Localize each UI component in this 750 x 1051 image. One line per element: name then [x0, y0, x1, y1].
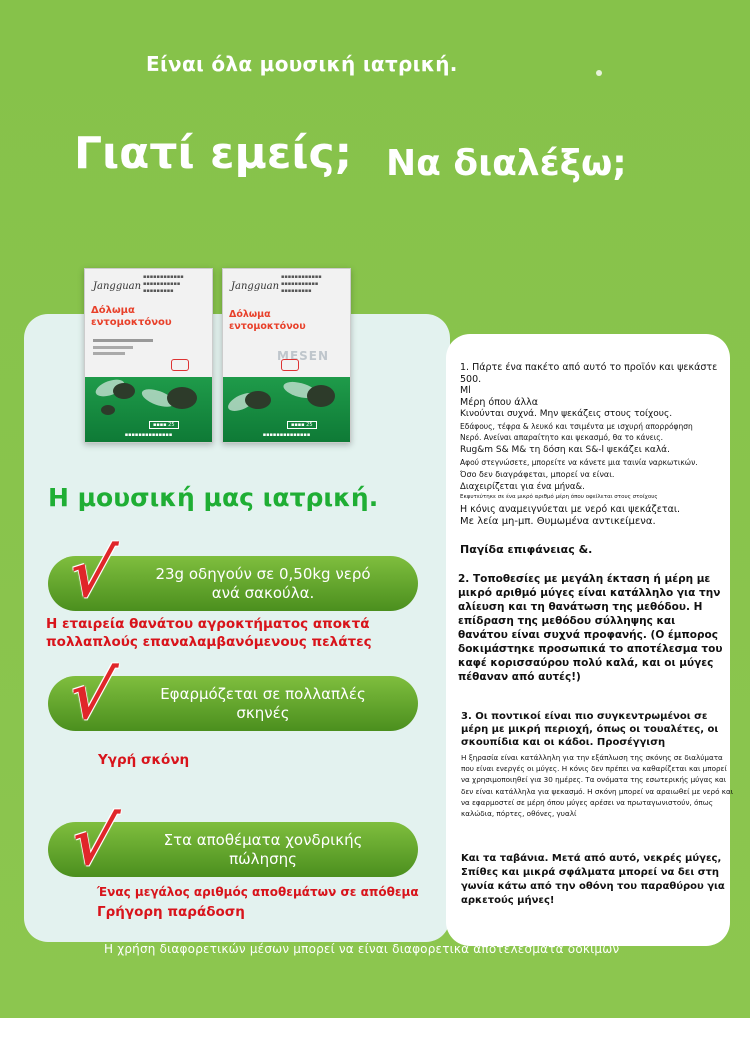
instruction-line: Νερό. Ανείναι απαραίτητο και ψεκασμό, θα το κάνεις.: [460, 433, 664, 442]
product-package-front: [84, 268, 213, 443]
brand-logo: Jangguan: [93, 281, 142, 292]
brand-logo: Jangguan: [231, 281, 280, 292]
instruction-line: Rug&m S& M& τη δόση και S&-l ψεκάζει καλά.: [460, 445, 670, 455]
checkmark-icon: √: [63, 534, 121, 612]
package-weight-label: ▪▪▪▪ 25: [287, 421, 317, 429]
package-fine-print: ▪▪▪▪▪▪▪▪▪▪▪▪ ▪▪▪▪▪▪▪▪▪▪▪ ▪▪▪▪▪▪▪▪▪: [281, 274, 322, 294]
feature-label: Εφαρμόζεται σε πολλαπλές σκηνές: [160, 684, 366, 722]
instruction-unit: Ml: [460, 385, 471, 396]
note-repeat-customers: Η εταιρεία θανάτου αγροκτήματος αποκτά πολλαπλούς επαναλαμβανόμενους πελάτες: [46, 616, 372, 650]
instruction-line: Κινούνται συχνά. Μην ψεκάζεις στους τοίχους.: [460, 409, 673, 419]
trap-heading: Παγίδα επιφάνειας &.: [460, 543, 593, 556]
instruction-step-3-result: Και τα ταβάνια. Μετά από αυτό, νεκρές μύγες, Σπίθες και μικρά σφάλματα μπορεί να δει στη γωνία κάτω από την οθόνη του παραθύρου για αρκετούς μήνες!: [461, 853, 725, 906]
package-watermark: MESEN: [277, 349, 330, 363]
instruction-line: Εδάφους, τέφρα & λευκό και τσιμέντα με ισχυρή απορρόφηση: [460, 422, 693, 431]
heading-choose: Να διαλέξω;: [386, 143, 627, 184]
heading-why-us: Γιατί εμείς;: [74, 128, 353, 179]
page-subtitle: Είναι όλα μουσική ιατρική.: [146, 52, 458, 76]
note-large-stock: Ένας μεγάλος αριθμός αποθεμάτων σε απόθεμα: [97, 885, 419, 899]
note-fast-delivery: Γρήγορη παράδοση: [97, 904, 245, 920]
instruction-line: Με λεία μη-μπ. Θυμωμένα αντικείμενα.: [460, 516, 656, 527]
product-package-back: [222, 268, 351, 443]
bottom-strip: [0, 1018, 750, 1051]
instruction-step-1: 1. Πάρτε ένα πακέτο από αυτό το προϊόν και ψεκάστε 500.: [460, 362, 718, 385]
package-weight-label: ▪▪▪▪ 25: [149, 421, 179, 429]
decorative-dot: [596, 70, 602, 76]
features-heading: Η μουσική μας ιατρική.: [48, 483, 379, 512]
package-footer-text: ▪▪▪▪▪▪▪▪▪▪▪▪▪▪: [262, 432, 311, 438]
instruction-step-2: 2. Τοποθεσίες με μεγάλη έκταση ή μέρη με μικρό αριθμό μύγες είναι κατάλληλο για την αλίευση και τη θανάτωση της μεθόδου. Η επίδραση της μεθόδου σύλληψης και θανάτου είναι συχνά προφανής. (Ο έμπορος δοκιμάστηκε προσωπικά το αποτέλεσμα του καφέ κορισσαύρου πολύ καλά, και οι μύγες πέθαναν από αυτές!): [458, 573, 723, 683]
package-fine-print: ▪▪▪▪▪▪▪▪▪▪▪▪ ▪▪▪▪▪▪▪▪▪▪▪ ▪▪▪▪▪▪▪▪▪: [143, 274, 184, 294]
instruction-line: Η κόνις αναμειγνύεται με νερό και ψεκάζεται.: [460, 504, 681, 515]
checkmark-icon: √: [63, 656, 121, 734]
feature-label: Στα αποθέματα χονδρικής πώλησης: [163, 830, 363, 868]
instruction-line: Όσο δεν διαγράφεται, μπορεί να είναι.: [460, 470, 615, 479]
package-footer-text: ▪▪▪▪▪▪▪▪▪▪▪▪▪▪: [124, 432, 173, 438]
instruction-line: Μέρη όπου άλλα: [460, 397, 539, 408]
instruction-step-3-details: Η ξηρασία είναι κατάλληλη για την εξάπλωση της σκόνης σε διαλύματα που είναι ενεργές οι μύγες. Η κόνις δεν πρέπει να καθαρίζεται και μπορεί να χρησιμοποιηθεί για 30 ημέρες. Τα ονόματα της εσωτερικής μύγας και δεν είναι κατάλληλα για ψεκασμό. Η σκόνη μπορεί να αραιωθεί με νερό και να εφαρμοστεί σε μέρη όπου μύγες αρέσει να πρωταγωνιστούν, όπως καλώδια, πόρτες, οθόνες, γυαλί: [461, 753, 734, 819]
instruction-step-3: 3. Οι ποντικοί είναι πιο συγκεντρωμένοι σε μέρη με μικρή περιοχή, όπως οι τουαλέτες, οι σκουπίδια και οι κάδοι. Προσέγγιση: [461, 711, 719, 748]
package-stamp: [171, 359, 189, 371]
note-wet-powder: Υγρή σκόνη: [98, 752, 190, 768]
package-product-name: Δόλωμα εντομοκτόνου: [229, 309, 306, 332]
package-stamp: [281, 359, 299, 371]
disclaimer-note: Η χρήση διαφορετικών μέσων μπορεί να είναι διαφορετικά αποτελέσματα δοκιμών: [104, 942, 620, 956]
instruction-line: Διαχειρίζεται για ένα μήνα&.: [460, 482, 585, 492]
instruction-line: Εκφυτεύτηκε σε ένα μικρό αριθμό μέρη όπου οφείλεται στους στοίχους: [460, 494, 658, 500]
package-product-name: Δόλωμα εντομοκτόνου: [91, 305, 172, 328]
checkmark-icon: √: [65, 802, 123, 880]
feature-label: 23g οδηγούν σε 0,50kg νερό ανά σακούλα.: [155, 564, 371, 602]
instruction-line: Αφού στεγνώσετε, μπορείτε να κάνετε μια ταινία ναρκωτικών.: [460, 458, 698, 467]
